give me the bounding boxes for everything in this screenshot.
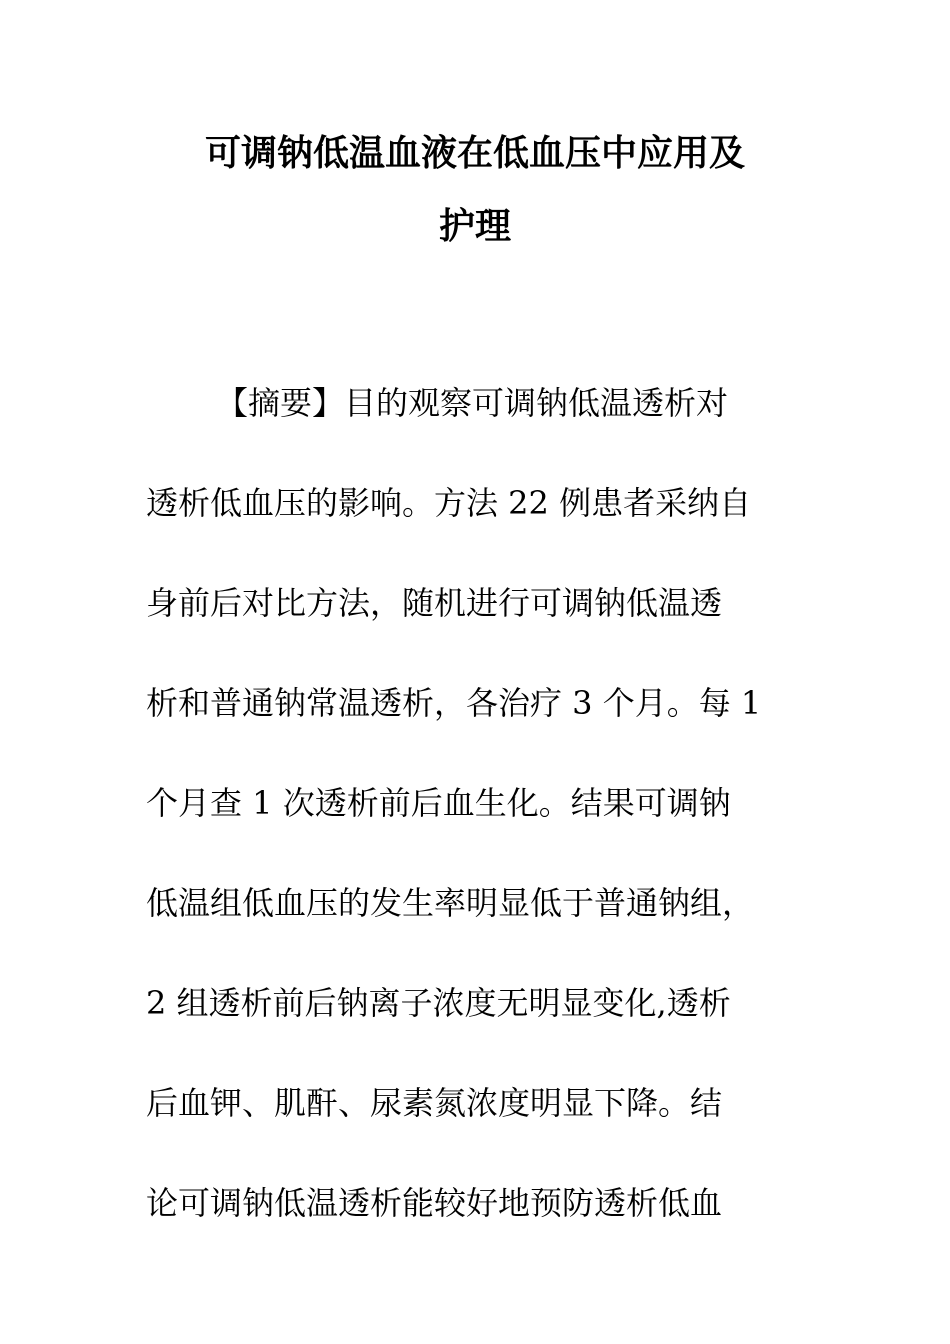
abstract-line-6: 低温组低血压的发生率明显低于普通钠组，	[146, 884, 755, 922]
abstract-line-4: 析和普通钠常温透析，各治疗 3 个月。每 1	[146, 684, 762, 722]
abstract-line-1: 【摘要】目的观察可调钠低温透析对	[216, 384, 729, 422]
document-title-line-2: 护理	[438, 206, 511, 247]
abstract-line-9: 论可调钠低温透析能较好地预防透析低血	[146, 1184, 723, 1222]
abstract-line-8: 后血钾、肌酐、尿素氮浓度明显下降。结	[146, 1084, 723, 1122]
abstract-line-3: 身前后对比方法，随机进行可调钠低温透	[146, 584, 723, 622]
abstract-line-5: 个月查 1 次透析前后血生化。结果可调钠	[146, 784, 731, 822]
document-title-line-1: 可调钠低温血液在低血压中应用及	[204, 133, 745, 174]
abstract-line-7: 2 组透析前后钠离子浓度无明显变化,透析	[146, 984, 731, 1022]
abstract-line-2: 透析低血压的影响。方法 22 例患者采纳自	[146, 484, 752, 522]
